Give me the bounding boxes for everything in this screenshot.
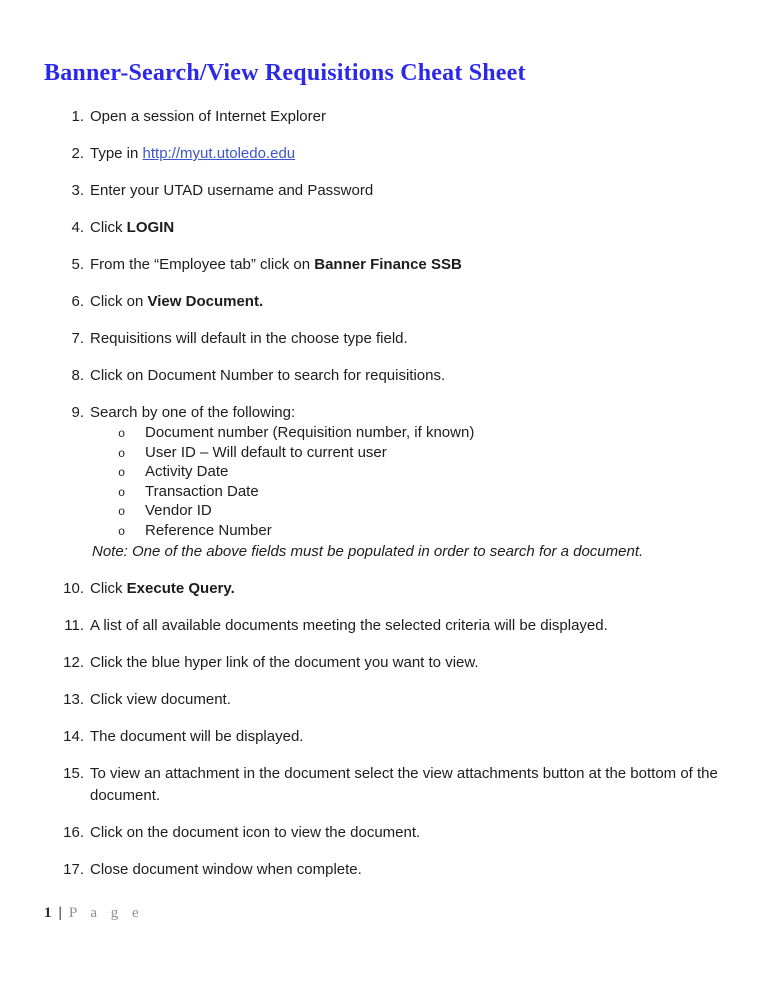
text-run: Requisitions will default in the choose type field. bbox=[90, 330, 408, 347]
list-item-content bbox=[90, 822, 724, 844]
list-item-text bbox=[90, 402, 724, 424]
list-item-content bbox=[90, 615, 724, 637]
sub-bullet-text: Vendor ID bbox=[145, 502, 212, 519]
text-run: From the “Employee tab” click on bbox=[90, 256, 315, 273]
list-item-content bbox=[90, 763, 724, 807]
list-item-text bbox=[90, 217, 724, 239]
circle-bullet-icon: o bbox=[118, 505, 126, 519]
sub-bullet-row bbox=[90, 502, 724, 522]
circle-bullet-icon: o bbox=[118, 466, 126, 480]
circle-bullet-icon: o bbox=[118, 427, 126, 441]
text-run: Click on the document icon to view the document. bbox=[90, 824, 421, 841]
sub-bullet-text: Reference Number bbox=[145, 521, 272, 539]
list-item-number: 7. bbox=[71, 330, 84, 347]
list-item-text bbox=[90, 106, 724, 128]
text-run: Click view document. bbox=[90, 691, 231, 708]
text-run: Type in bbox=[90, 145, 143, 162]
page-footer bbox=[44, 905, 144, 922]
list-item-content bbox=[90, 365, 724, 387]
text-run: Click on bbox=[90, 293, 148, 310]
bold-text-run: Banner Finance SSB bbox=[314, 256, 462, 273]
list-item-content bbox=[90, 402, 724, 563]
text-run: Click bbox=[90, 580, 127, 597]
list-item-number: 16. bbox=[63, 824, 84, 841]
list-item-content bbox=[90, 689, 724, 711]
list-item-number: 12. bbox=[63, 654, 84, 671]
list-item-text bbox=[90, 365, 724, 387]
text-run: Enter your UTAD username and Password bbox=[90, 182, 374, 199]
note-text: Note: One of the above fields must be populated in order to search for a document. bbox=[92, 543, 644, 560]
list-item-content bbox=[90, 254, 724, 276]
list-item-content bbox=[90, 652, 724, 674]
list-item bbox=[60, 615, 724, 637]
list-item-text bbox=[90, 143, 724, 165]
list-item-number: 2. bbox=[71, 145, 84, 162]
list-item bbox=[60, 328, 724, 350]
list-item bbox=[60, 652, 724, 674]
footer-page-label: P a g e bbox=[68, 905, 144, 921]
list-item bbox=[60, 822, 724, 844]
text-run: Close document window when complete. bbox=[90, 861, 362, 878]
list-item-content bbox=[90, 859, 724, 881]
list-item-number: 1. bbox=[71, 108, 84, 125]
text-run: Click the blue hyper link of the document you want to view. bbox=[90, 654, 479, 671]
text-run: The document will be displayed. bbox=[90, 728, 304, 745]
list-item-number: 14. bbox=[63, 728, 84, 745]
list-item-content bbox=[90, 143, 724, 165]
bold-text-run: View Document. bbox=[147, 293, 264, 310]
footer-separator: | bbox=[58, 905, 62, 921]
list-item-content bbox=[90, 217, 724, 239]
bold-text-run: Execute Query. bbox=[126, 580, 235, 597]
list-item-content bbox=[90, 578, 724, 600]
sub-bullet-text: Activity Date bbox=[145, 463, 229, 480]
list-item-number: 13. bbox=[63, 691, 84, 708]
instruction-list bbox=[60, 106, 724, 896]
list-item-number: 3. bbox=[71, 182, 84, 199]
text-run: Click bbox=[90, 219, 127, 236]
sub-bullet-text: User ID – Will default to current user bbox=[145, 443, 387, 461]
circle-bullet-icon: o bbox=[118, 524, 126, 539]
list-item-content bbox=[90, 726, 724, 748]
list-item-text bbox=[90, 822, 724, 844]
list-item-text bbox=[90, 180, 724, 202]
list-item bbox=[60, 143, 724, 165]
text-run: To view an attachment in the document select the view attachments button at the bottom of the document. bbox=[90, 765, 718, 804]
list-item bbox=[60, 726, 724, 748]
sub-bullet-row bbox=[90, 522, 724, 542]
circle-bullet-icon: o bbox=[118, 485, 126, 500]
text-run: A list of all available documents meeting the selected criteria will be displayed. bbox=[90, 617, 608, 634]
list-item-number: 8. bbox=[71, 367, 84, 384]
list-item-number: 11. bbox=[64, 617, 84, 634]
sub-bullet-row bbox=[90, 463, 724, 483]
sub-bullet-row bbox=[90, 424, 724, 444]
list-item-number: 10. bbox=[63, 580, 84, 597]
sub-bullet-row bbox=[90, 444, 724, 464]
list-item-text bbox=[90, 328, 724, 350]
text-run: Click on Document Number to search for requisitions. bbox=[90, 367, 446, 384]
myut-url-link[interactable]: http://myut.utoledo.edu bbox=[142, 145, 296, 162]
text-run: Search by one of the following: bbox=[90, 404, 296, 421]
list-item bbox=[60, 578, 724, 600]
list-item-number: 15. bbox=[63, 765, 84, 782]
list-item-number: 4. bbox=[71, 219, 84, 236]
sub-bullet-text: Document number (Requisition number, if known) bbox=[145, 424, 475, 441]
list-item bbox=[60, 763, 724, 807]
list-item-content bbox=[90, 106, 724, 128]
list-item bbox=[60, 859, 724, 881]
list-item bbox=[60, 254, 724, 276]
list-item bbox=[60, 180, 724, 202]
list-item-text bbox=[90, 291, 724, 313]
list-item-text bbox=[90, 763, 724, 807]
list-item bbox=[60, 106, 724, 128]
list-item-number: 9. bbox=[71, 404, 84, 421]
sub-bullet-row bbox=[90, 483, 724, 503]
list-item-number: 17. bbox=[63, 861, 84, 878]
list-item-text bbox=[90, 578, 724, 600]
circle-bullet-icon: o bbox=[118, 446, 126, 461]
list-item-number: 5. bbox=[71, 256, 84, 273]
list-item bbox=[60, 217, 724, 239]
list-item-content bbox=[90, 291, 724, 313]
list-item bbox=[60, 291, 724, 313]
list-item bbox=[60, 689, 724, 711]
list-item-text bbox=[90, 254, 724, 276]
list-item-content bbox=[90, 180, 724, 202]
page-title: Banner-Search/View Requisitions Cheat Sheet bbox=[44, 60, 526, 86]
list-item bbox=[60, 402, 724, 563]
list-item bbox=[60, 365, 724, 387]
text-run: Open a session of Internet Explorer bbox=[90, 108, 326, 125]
sub-bullet-text: Transaction Date bbox=[145, 482, 259, 500]
footer-page-number: 1 bbox=[44, 905, 52, 921]
list-item-text bbox=[90, 689, 724, 711]
list-item-text bbox=[90, 615, 724, 637]
list-item-text bbox=[90, 652, 724, 674]
bold-text-run: LOGIN bbox=[126, 219, 175, 236]
list-item-text bbox=[90, 859, 724, 881]
list-item-number: 6. bbox=[71, 293, 84, 310]
list-item-text bbox=[90, 726, 724, 748]
list-item-content bbox=[90, 328, 724, 350]
